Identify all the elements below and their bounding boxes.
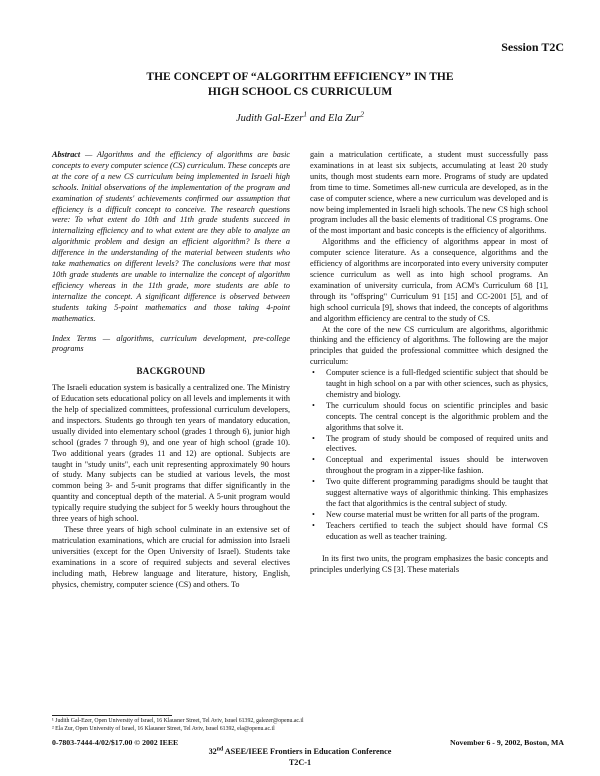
session-label: Session T2C [501,40,564,54]
conference-name: ASEE/IEEE Frontiers in Education Conference [223,747,392,756]
list-item: • New course material must be written for all parts of the program. [310,510,548,521]
footer-isbn: 0-7803-7444-4/02/$17.00 © 2002 IEEE [52,738,179,747]
footer-conference [0,747,600,756]
list-item: • Two quite different programming paradigms should be taught that suggest alternative ways of algorithmic thinking. This emphasizes the fact that algorithmics is the central subject of study. [310,477,548,510]
author-1: Judith Gal-Ezer [235,113,304,124]
footnote-divider [52,715,172,716]
title-line-2: HIGH SCHOOL CS CURRICULUM [207,86,393,98]
title-line-1: THE CONCEPT OF “ALGORITHM EFFICIENCY” IN THE [146,71,454,83]
list-item: • Computer science is a full-fledged scientific subject that should be taught in high school on a par with other sciences, such as physics, chemistry and biology. [310,368,548,401]
right-column [310,150,548,575]
paper-title [0,70,600,100]
author-1-footnote-mark: 1 [303,109,307,119]
list-item: • Teachers certified to teach the subject should have formal CS education as well as teacher training. [310,521,548,543]
footer-date-place: November 6 - 9, 2002, Boston, MA [450,738,564,747]
abstract-label: Abstract [52,150,81,159]
footnotes [52,718,304,733]
conference-ordinal: nd [216,746,224,753]
left-column [52,150,290,590]
background-paragraph-1: The Israeli education system is basically a centralized one. The Ministry of Education sets educational policy on all levels and implements it with the help of specialized committees, professional curriculum developers, and inspectors. Students go through ten years of mandatory education, usually divided into elementary school (grades 1 through 6), junior high school (grades 7 through 9), and one year of high school (grade 10). Two additional years (grades 11 and 12) are optional. Subjects are taught in "study units", each unit representing approximately 90 hours of study. Many subjects can be studied at various levels, the most common being 3- and 5-unit programs that differ significantly in the quantity and conceptual depth of the material. A 5-unit program would typically require studying the subject for 5 weekly hours throughout the three years of high school. [52,383,290,524]
author-2-footnote-mark: 2 [360,109,365,119]
list-item: • The program of study should be composed of required units and electives. [310,434,548,456]
background-heading: BACKGROUND [136,366,206,377]
list-item: • Conceptual and experimental issues should be interwoven throughout the program in a zipper-like fashion. [310,455,548,477]
footnote-1: ¹ Judith Gal-Ezer, Open University of Israel, 16 Klausner Street, Tel Aviv, Israel 61392, galezer@openu.ac.il [52,718,304,724]
page-number: T2C-1 [288,758,312,767]
right-paragraph-1: gain a matriculation certificate, a student must successfully pass examinations in at least six subjects, accumulating at least 20 study units, though most students earn more. Programs of study are updated from time to time. Sometimes all-new curricula are developed, as in the case of computer science, where a new curriculum was developed and is now being implemented in Israeli high schools. The new CS high school program includes all the basic elements of traditional CS programs. One of the most important and basic concepts is the efficiency of algorithms. [310,150,548,236]
index-terms: Index Terms — algorithms, curriculum development, pre-college programs [52,333,290,354]
principles-list [310,368,548,543]
right-paragraph-3: At the core of the new CS curriculum are algorithms, algorithmic thinking and the efficiency of algorithms. The following are the major principles that guided the professional committee which designed the curriculum: [310,324,548,367]
authors [0,109,600,124]
right-paragraph-2: Algorithms and the efficiency of algorithms appear in most of computer science literature. As a consequence, algorithms and the efficiency of algorithms are incorporated into every university computer science curriculum as well as into high school programs. An examination of university curricula, from ACM's Curriculum 68 [1], through its "offspring" Curriculum 91 [15] and CC-2001 [5], and of high school curricula [9], shows that indeed, the concepts of algorithms and algorithm efficiency are central to the study of CS. [310,237,548,323]
conference-number: 32 [208,747,217,756]
spacer [310,543,548,554]
right-paragraph-4: In its first two units, the program emphasizes the basic concepts and principles underlying CS [3]. These materials [310,553,548,574]
abstract-text: — Algorithms and the efficiency of algorithms are basic concepts to every computer science (CS) curriculum. These concepts are at the core of a new CS curriculum being implemented in Israeli high schools. Initial observations of the implementation of the program and examination of students' achievements confirmed our assumption that efficiency is a difficult concept to conceive. The research questions were: To what extent do 10th and 11th grade students succeed in internalizing efficiency and to what extent are they able to analyze an algorithmic problem and design an efficient algorithm? Is there a difference in the understanding of the material between students who take mathematics on different levels? The conclusions were that most 10th grade students are unable to internalize the concept of algorithm efficiency whereas in the 11th grade, more students are able to internalize the concept. A significant difference is observed between students taking 5-point mathematics and those taking 4-point mathematics. [52,150,290,323]
list-item: • The curriculum should focus on scientific principles and basic concepts. The central concept is the algorithmic problem and the algorithms that solve it. [310,401,548,434]
footnote-2: ² Ela Zur, Open University of Israel, 16 Klausner Street, Tel Aviv, Israel 61392, ela@openu.ac.il [52,725,275,732]
author-2: and Ela Zur [306,113,361,124]
abstract [52,150,290,325]
background-paragraph-2: These three years of high school culminate in an extensive set of matriculation examinations, which are crucial for admission into Israeli universities (except for the Open University of Israel). Students take examinations in a score of required subjects and several electives including math, Hebrew language and literature, history, English, physics, chemistry, computer science (CS) and others. To [52,525,290,589]
